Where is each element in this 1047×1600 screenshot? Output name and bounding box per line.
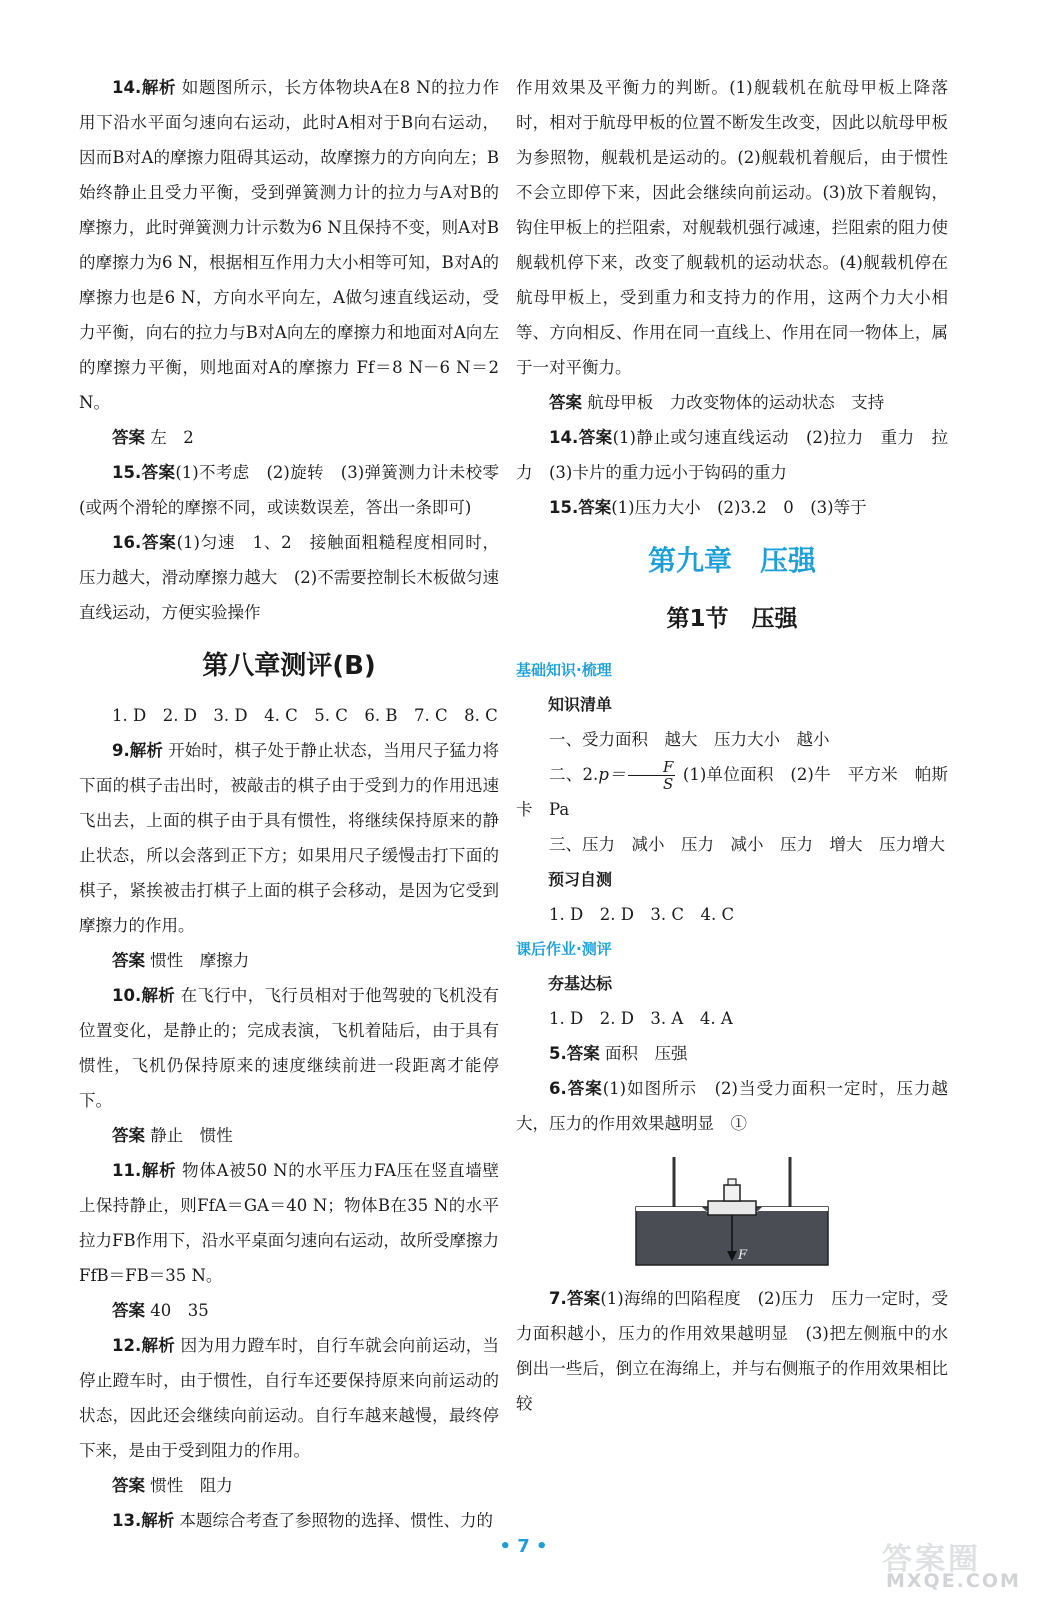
q14-right-answer: 14.答案(1)静止或匀速直线运动 (2)拉力 重力 拉力 (3)卡片的重力远小于钩码的重力 [516, 428, 948, 482]
left-column [79, 70, 499, 1538]
q13-explanation-start: 13.解析 本题综合考查了参照物的选择、惯性、力的 [112, 1511, 493, 1530]
q9-explanation: 9.解析 开始时，棋子处于静止状态，当用尺子猛力将下面的棋子击出时，被敲击的棋子由于受到力的作用迅速飞出去，上面的棋子由于具有惯性，将继续保持原来的静止状态，所以会落到正下方；如果用尺子缓慢击打下面的棋子，紧挨被击打棋子上面的棋子会移动，是因为它受到摩擦力的作用。 [79, 741, 500, 935]
section-1-heading: 第1节 压强 [666, 606, 798, 632]
right-column [516, 70, 948, 1421]
chapter-9-heading: 第九章 压强 [647, 544, 816, 577]
preview-answers: 1. D 2. D 3. C 4. C [549, 905, 735, 924]
q10-answer: 答案 静止 惯性 [112, 1126, 233, 1145]
multiple-choice-answers: 1. D 2. D 3. D 4. C 5. C 6. B 7. C 8. C [112, 706, 498, 725]
knowledge-item-3: 三、压力 减小 压力 减小 压力 增大 压力增大 [549, 835, 945, 854]
q16-answer: 16.答案(1)匀速 1、2 接触面粗糙程度相同时，压力越大，滑动摩擦力越大 (2)不需要控制长木板做匀速直线运动，方便实验操作 [79, 533, 499, 622]
basic-knowledge-tag: 基础知识·梳理 [516, 661, 612, 679]
pressure-formula-fraction: $\frac{F}{S}$ [628, 759, 675, 792]
q10-explanation: 10.解析 在飞行中，飞行员相对于他驾驶的飞机没有位置变化，是静止的；完成表演，飞机着陆后，由于具有惯性，飞机仍保持原来的速度继续前进一段距离才能停下。 [79, 986, 500, 1110]
q6-answer: 6.答案(1)如图所示 (2)当受力面积一定时，压力越大，压力的作用效果越明显 ① [516, 1079, 948, 1133]
watermark-logo [860, 1538, 1040, 1598]
watermark-url: MXQE.COM [886, 1570, 1021, 1592]
q13-explanation-cont: 作用效果及平衡力的判断。(1)舰载机在航母甲板上降落时，相对于航母甲板的位置不断发生改变，因此以航母甲板为参照物，舰载机是运动的。(2)舰载机着舰后，由于惯性不会立即停下来，因此会继续向前运动。(3)放下着舰钩，钩住甲板上的拦阻索，对舰载机强行减速，拦阻索的阻力使舰载机停下来，改变了舰载机的运动状态。(4)舰载机停在航母甲板上，受到重力和支持力的作用，这两个力大小相等、方向相反、作用在同一直线上、作用在同一物体上，属于一对平衡力。 [516, 78, 948, 377]
force-label: F [738, 1248, 748, 1263]
q5-answer: 5.答案 面积 压强 [549, 1044, 688, 1063]
q15-answer: 15.答案(1)不考虑 (2)旋转 (3)弹簧测力计未校零(或两个滑轮的摩擦不同，或读数误差，答出一条即可) [79, 463, 499, 517]
watermark-big-text: 答案圈 [882, 1542, 981, 1577]
q9-answer: 答案 惯性 摩擦力 [112, 951, 250, 970]
knowledge-list-subheading: 知识清单 [548, 695, 613, 714]
weight-block [724, 1185, 740, 1201]
preview-test-subheading: 预习自测 [548, 870, 613, 889]
chapter-8-test-heading: 第八章测评(B) [202, 651, 376, 681]
homework-tag: 课后作业·测评 [516, 940, 612, 958]
q12-explanation: 12.解析 因为用力蹬车时，自行车就会向前运动，当停止蹬车时，由于惯性，自行车还要保持原来向前运动的状态，因此还会继续向前运动。自行车越来越慢，最终停下来，是由于受到阻力的作用。 [79, 1336, 500, 1460]
small-table [708, 1201, 756, 1215]
q14-explanation: 14.解析 如题图所示，长方体物块A在8 N的拉力作用下沿水平面匀速向右运动，此时A相对于B向右运动，因而B对A的摩擦力阻碍其运动，故摩擦力的方向向左；B始终静止且受力平衡，受到弹簧测力计的拉力与A对B的摩擦力，此时弹簧测力计示数为6 N且保持不变，则A对B的摩擦力为6 N，根据相互作用力大小相等可知，B对A的摩擦力也是6 N，方向水平向左，A做匀速直线运动，受力平衡，向右的拉力与B对A向左的摩擦力和地面对A向左的摩擦力平衡，则地面对A的摩擦力 Ff＝8 N－6 N＝2 N。 [79, 78, 499, 412]
q11-answer: 答案 40 35 [112, 1301, 209, 1320]
sponge-pressure-diagram [632, 1151, 832, 1269]
q13-answer: 答案 航母甲板 力改变物体的运动状态 支持 [549, 393, 885, 412]
q7-answer: 7.答案(1)海绵的凹陷程度 (2)压力 压力一定时，受力面积越小，压力的作用效果越明显 (3)把左侧瓶中的水倒出一些后，倒立在海绵上，并与右侧瓶子的作用效果相比较 [516, 1289, 949, 1413]
page-number: • 7 • [499, 1536, 548, 1557]
homework-answers: 1. D 2. D 3. A 4. A [549, 1009, 733, 1028]
q11-explanation: 11.解析 物体A被50 N的水平压力FA压在竖直墙壁上保持静止，则FfA＝GA＝40 N；物体B在35 N的水平拉力FB作用下，沿水平桌面匀速向右运动，故所受摩擦力FfB＝FB＝35 N。 [79, 1161, 500, 1285]
q14-answer: 答案 左 2 [112, 428, 194, 447]
knowledge-item-2: 二、2.p＝ $\frac{F}{S}$ (1)单位面积 (2)牛 平方米 帕斯卡 Pa [516, 758, 949, 819]
q12-answer: 答案 惯性 阻力 [112, 1476, 233, 1495]
knowledge-item-1: 一、受力面积 越大 压力大小 越小 [549, 730, 830, 749]
weight-hook [728, 1179, 736, 1185]
q15-right-answer: 15.答案(1)压力大小 (2)3.2 0 (3)等于 [549, 498, 867, 517]
basic-standard-subheading: 夯基达标 [548, 974, 613, 993]
